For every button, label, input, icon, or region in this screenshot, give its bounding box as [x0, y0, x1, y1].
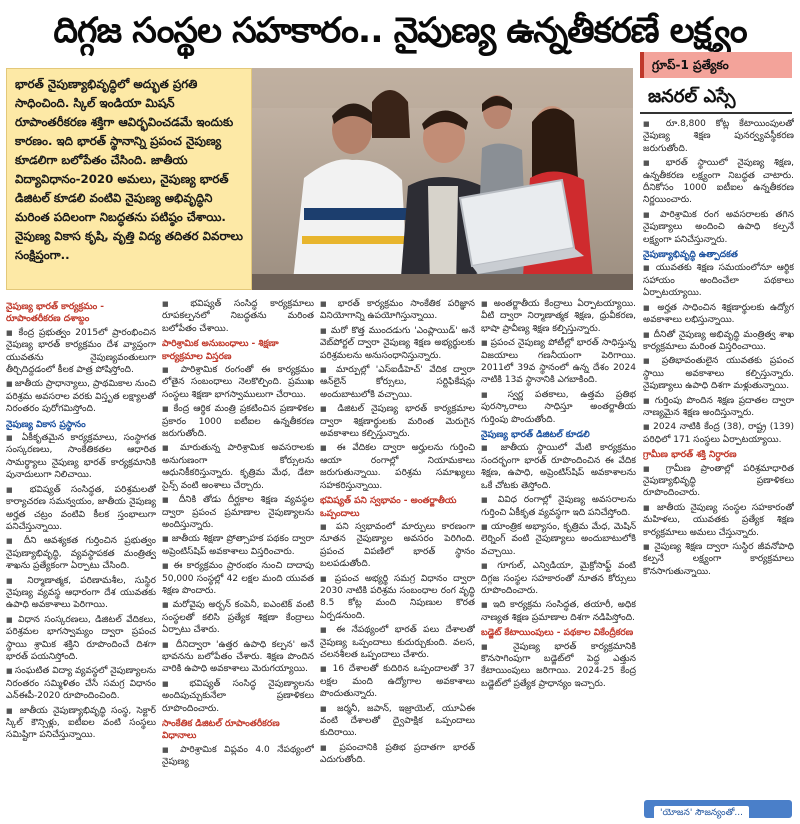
credit-tag [644, 800, 792, 818]
paragraph: ■ ప్రపంచ అభ్యర్థి సమగ్ర విధానం ద్వారా 2030 నాటికి పరిశ్రమ సంబంధాల రంగ వృద్ధి 8.5 కోట్ల మంది నిపుణుల కొరత ఏర్పడనుంది. [320, 573, 475, 623]
paragraph: ■ మారుతున్న పారిశ్రామిక అవసరాలకు అనుగుణంగా కోర్సులను ఆధునికీకరిస్తున్నారు. కృత్రిమ మేధ, డేటా సైన్స్ వంటి అంశాలు చేర్చారు. [162, 442, 314, 492]
section-label: జనరల్ ఎస్సే [640, 80, 792, 114]
paragraph: ■ దీని ఆవశ్యకత గుర్తించిన ప్రభుత్వం నైపుణ్యాభివృద్ధి, వ్యవస్థాపకత మంత్రిత్వ శాఖను ప్రత్యేకంగా ఏర్పాటు చేసింది. [6, 535, 156, 572]
headline: దిగ్గజ సంస్థల సహకారం.. నైపుణ్య ఉన్నతీకరణే లక్ష్యం [53, 11, 747, 51]
subheading: నైపుణ్య భారత్ డిజిటల్ కూడలి [481, 430, 590, 441]
paragraph: ■ వివిధ రంగాల్లో నైపుణ్య అవసరాలను గుర్తించి ఏకీకృత వ్యవస్థగా ఇది పనిచేస్తోంది. [481, 494, 636, 519]
paragraph: ■ రూ.8,800 కోట్ల కేటాయింపులతో నైపుణ్య శిక్షణ పునర్వ్యవస్థీకరణ జరుగుతోంది. [643, 118, 794, 155]
paragraph: ■ ఈ వేదికల ద్వారా అర్హులను గుర్తించి ఆయా రంగాల్లో నియామకాలు జరుగుతున్నాయి. పరిశ్రమ సమాఖ్యలు సహకరిస్తున్నాయి. [320, 442, 475, 492]
paragraph: ■ కేంద్ర ఆర్థిక మంత్రి ప్రకటించిన ప్రణాళికల ప్రకారం 1000 ఐటీఐల ఉన్నతీకరణ జరుగుతోంది. [162, 403, 314, 440]
paragraph: ■ పారిశ్రామిక రంగ అవసరాలకు తగిన నైపుణ్యాలు అందించి ఉపాధి కల్పనే లక్ష్యంగా పనిచేస్తున్నారు. [643, 209, 794, 246]
paragraph: ■ కేంద్ర ప్రభుత్వం 2015లో ప్రారంభించిన నైపుణ్య భారత్ కార్యక్రమం దేశ వ్యాప్తంగా యువతను నైపుణ్యవంతులుగా తీర్చిదిద్దడంలో కీలక పాత్ర పోషిస్తోంది. [6, 327, 156, 377]
subheading: గ్రామీణ భారత్ శక్తి నిర్ధారణ [643, 450, 737, 461]
paragraph: ■ ఇది కార్యక్రమ సంసిద్ధత, తయారీ, అధిక నాణ్యత శిక్షణ ప్రమాణాల దిశగా నడిపిస్తోంది. [481, 599, 636, 624]
paragraph: ■ జాతీయ నైపుణ్య సంస్థల సహకారంతో మహిళలు, యువతకు ప్రత్యేక శిక్షణ కార్యక్రమాలు అమలు చేస్తున్నారు. [643, 502, 794, 539]
subheading: సాంకేతిక డిజిటల్ రూపాంతరీకరణ విధానాలు [162, 719, 280, 742]
paragraph: ■ విధాన సంస్కరణలు, డిజిటల్ వేదికలు, పరిశ్రమల భాగస్వామ్యం ద్వారా ప్రపంచ స్థాయి శ్రామిక శక్తిని రూపొందించే దిశగా భారత్ పయనిస్తోంది. [6, 614, 156, 664]
paragraph: ■ ప్రపంచ నైపుణ్య పోటీల్లో భారత్ సాధిస్తున్న విజయాలు గణనీయంగా పెరిగాయి. 2011లో 39వ స్థానంలో ఉన్న దేశం 2024 నాటికి 13వ స్థానానికి ఎగబాకింది. [481, 337, 636, 387]
paragraph: ■ ఏకీకృతమైన కార్యక్రమాలు, సంస్థాగత సంస్కరణలు, సాంకేతికతల ఆధారిత సామర్థ్యాలు నైపుణ్య భారత్ కార్యక్రమానికి పునాదులుగా నిలిచాయి. [6, 432, 156, 482]
paragraph: ■ భవిష్యత్ సంసిద్ధ కార్యక్రమాలు రూపకల్పనలో నిబద్ధతను మరింత బలోపేతం చేశాయి. [162, 298, 314, 335]
paragraph: ■ మార్పుల్లో 'ఎస్ఐడీహెచ్' వేదిక ద్వారా ఆన్‌లైన్ కోర్సులు, సర్టిఫికేషన్లు అందుబాటులోకి వచ్చాయి. [320, 364, 475, 401]
paragraph: ■ నిర్మాణాత్మక, పరిణామశీల, సుస్థిర నైపుణ్య వ్యవస్థ ఆధారంగా దేశ యువతకు ఉపాధి అవకాశాలు పెరిగాయి. [6, 575, 156, 612]
students-laptop-photo [232, 68, 633, 290]
paragraph: ■ జాతీయ ప్రాధాన్యాలు, ప్రాథమికాల నుంచి పరిశ్రమ అవసరాల వరకు విస్తృత లక్ష్యాలతో నిరంతరం పురోగమిస్తోంది. [6, 378, 156, 415]
paragraph: ■ ఈ నేపథ్యంలో భారత్ పలు దేశాలతో నైపుణ్య ఒప్పందాలు కుదుర్చుకుంది. వలస, చలనశీలత ఒప్పందాలు చేశారు. [320, 624, 475, 661]
credit-text: 'యోజన' సౌజన్యంతో... [654, 806, 749, 820]
subheading: నైపుణ్యాభివృద్ధి ఉత్పాదకత [643, 250, 738, 261]
subheading: నైపుణ్య భారత్ కార్యక్రమం - రూపాంతరీకరణ దశాబ్దం [6, 302, 105, 325]
paragraph: ■ దీనిద్వారా 'ఉత్తర ఉపాధి కల్పన' అనే భావనను బలోపేతం చేశారు. శిక్షణ పొందిన వారికి ఉపాధి అవకాశాలు మెరుగయ్యాయి. [162, 639, 314, 676]
paragraph: ■ భారత్ కార్యక్రమం సాంకేతిక పరిజ్ఞాన వినియోగాన్ని ఉపయోగిస్తున్నాయి. [320, 298, 475, 323]
paragraph: ■ యాంత్రిక అభ్యాసం, కృత్రిమ మేధ, మెషిన్ లెర్నింగ్ వంటి నైపుణ్యాలు అందుబాటులోకి వచ్చాయి. [481, 521, 636, 558]
paragraph: ■ జాతీయ నైపుణ్యాభివృద్ధి సంస్థ, సెక్టార్ స్కిల్ కౌన్సిళ్లు, ఐటీఐల వంటి సంస్థలు సమిష్టిగా పనిచేస్తున్నాయి. [6, 705, 156, 742]
paragraph: ■ గుర్తింపు పొందిన శిక్షణ ప్రదాతల ద్వారా నాణ్యమైన శిక్షణ అందిస్తున్నారు. [643, 395, 794, 420]
paragraph: ■ అంతర్జాతీయ కేంద్రాలు ఏర్పాటయ్యాయి. వీటి ద్వారా నిర్మాణాత్మక శిక్షణ, ధ్రువీకరణ, భాషా ప్రావీణ్య శిక్షణ కల్పిస్తున్నారు. [481, 298, 636, 335]
subheading: బడ్జెట్ కేటాయింపులు - పథకాల వికేంద్రీకరణ [481, 628, 634, 639]
paragraph: ■ మరో కొత్త ముందడుగు 'ఎంప్లాయిడ్' అనే వెబ్‌పోర్టల్ ద్వారా నైపుణ్య శిక్షణ అభ్యర్థులకు పరిశ్రమలను అనుసంధానిస్తున్నారు. [320, 325, 475, 362]
paragraph: ■ డిజిటల్ నైపుణ్య భారత్ కార్యక్రమాల ద్వారా శిక్షణార్థులకు మరింత మెరుగైన అవకాశాలు కల్పిస్తున్నారు. [320, 403, 475, 440]
subheading: నైపుణ్య వికాస ప్రస్థానం [6, 419, 86, 430]
paragraph: ■ దీనితో నైపుణ్య అభివృద్ధి మంత్రిత్వ శాఖ కార్యక్రమాలు మరింత విస్తరించాయి. [643, 329, 794, 354]
paragraph: ■ గ్రామీణ ప్రాంతాల్లో పరిశ్రమాధారిత నైపుణ్యాభివృద్ధి ప్రణాళికలు రూపొందించారు. [643, 463, 794, 500]
paragraph: ■ ప్రతిభావంతులైన యువతకు ప్రపంచ స్థాయి అవకాశాలు కల్పిస్తున్నారు. నైపుణ్యాలు ఉపాధి దిశగా మళ్లుతున్నాయి. [643, 355, 794, 392]
paragraph: ■ భవిష్యత్ సంసిద్ధత, పరిశ్రమలతో కార్యాచరణ సమన్వయం, జాతీయ నైపుణ్య అర్హత చట్రం వంటివి కీలక స్తంభాలుగా పనిచేస్తున్నాయి. [6, 484, 156, 534]
column-3 [320, 298, 475, 824]
paragraph: ■ పని స్వభావంలో మార్పులు కారణంగా నూతన నైపుణ్యాల అవసరం పెరిగింది. ప్రపంచ విపణిలో భారత్ స్థానం బలపడుతోంది. [320, 521, 475, 571]
paragraph: ■ జాతీయ స్థాయిలో మేటి కార్యక్రమం సందర్భంగా భారత్ రూపొందించిన ఈ వేదిక శిక్షణ, ఉపాధి, అప్రెంటిస్‌షిప్ అవకాశాలను ఒకే చోటకు తెస్తోంది. [481, 442, 636, 492]
paragraph: ■ దీనికి తోడు దీర్ఘకాల శిక్షణ వ్యవస్థల ద్వారా ప్రపంచ ప్రమాణాల నైపుణ్యాలను అందిస్తున్నారు. [162, 494, 314, 531]
column-2 [162, 298, 314, 824]
subheading: పారిశ్రామిక అనుబంధాలు - శిక్షణా కార్యక్రమాల విస్తరణ [162, 339, 279, 362]
paragraph: ■ పారిశ్రామిక రంగంతో ఈ కార్యక్రమం లోతైన సంబంధాలు నెలకొల్పింది. ప్రముఖ సంస్థలు శిక్షణా భాగస్వాములుగా చేరాయి. [162, 364, 314, 401]
paragraph: ■ జర్మనీ, జపాన్, ఇజ్రాయెల్, యూఏఈ వంటి దేశాలతో ద్వైపాక్షిక ఒప్పందాలు కుదిరాయి. [320, 703, 475, 740]
paragraph: ■ భారత్ స్థాయిలో నైపుణ్య శిక్షణ, ఉన్నతీకరణ లక్ష్యంగా నిబద్ధత చాటారు. దీనికోసం 1000 ఐటీఐల ఉన్నతీకరణ నిర్ణయించారు. [643, 157, 794, 207]
column-4 [481, 298, 636, 824]
paragraph: ■ యువతకు శిక్షణ సమయంలోనూ ఆర్థిక సహాయం అందించేలా పథకాలు ఏర్పాటయ్యాయి. [643, 262, 794, 299]
paragraph: ■ ప్రపంచానికి ప్రతిభ ప్రదాతగా భారత్ ఎదుగుతోంది. [320, 742, 475, 767]
paragraph: ■ నైపుణ్య భారత్ కార్యక్రమానికి కొనసాగింపుగా బడ్జెట్‌లో పెద్ద ఎత్తున కేటాయింపులు జరిగాయి. 2024-25 కేంద్ర బడ్జెట్‌లో ప్రత్యేక ప్రాధాన్యం ఇచ్చారు. [481, 641, 636, 691]
paragraph: ■ అర్హత సాధించిన శిక్షణార్థులకు ఉద్యోగ అవకాశాలు లభిస్తున్నాయి. [643, 302, 794, 327]
paragraph: ■ 2024 నాటికి కేంద్ర (38), రాష్ట్ర (139) పరిధిలో 171 సంస్థలు ఏర్పాటయ్యాయి. [643, 421, 794, 446]
lead-box [6, 68, 252, 290]
subheading: భవిష్యత్ పని స్వభావం - అంతర్జాతీయ ఒప్పందాలు [320, 496, 457, 519]
paragraph: ■ మరోవైపు అర్బన్ కంపెనీ, ఐఎంటెక్ వంటి సంస్థలతో కలిసి ప్రత్యేక శిక్షణా కేంద్రాలు ఏర్పాటు చేశారు. [162, 599, 314, 636]
paragraph: ■ ఈ కార్యక్రమం ప్రారంభం నుంచి దాదాపు 50,000 సంస్థల్లో 42 లక్షల మంది యువత శిక్షణ పొందారు. [162, 560, 314, 597]
paragraph: ■ 16 దేశాలతో కుదిరిన ఒప్పందాలతో 37 లక్షల మంది ఉద్యోగాల అవకాశాలు పొందుతున్నారు. [320, 663, 475, 700]
column-1 [6, 298, 156, 824]
lead-text: భారత్ నైపుణ్యాభివృద్ధిలో అద్భుత ప్రగతి సాధించింది. స్కిల్ ఇండియా మిషన్ రూపాంతరీకరణ శక్తిగా ఆవిర్భవించడమే ఇందుకు కారణం. ఇది భారత్ స్థానాన్ని ప్రపంచ నైపుణ్య కూడలిగా బలోపేతం చేసింది. జాతీయ విద్యావిధానం-2020 అమలు, నైపుణ్య భారత్ డిజిటల్ కూడలి వంటివి నైపుణ్య అభివృద్ధిని మరింత పదిలంగా నిబద్ధతను పటిష్ఠం చేశాయి. నైపుణ్య వికాస కృషి, వృత్తి విద్య తదితర వివరాలు సంక్షిప్తంగా.. [15, 77, 243, 262]
paragraph: ■ గూగుల్, ఎన్విడియా, మైక్రోసాఫ్ట్ వంటి దిగ్గజ సంస్థల సహకారంతో నూతన కోర్సులు రూపొందించారు. [481, 560, 636, 597]
paragraph: ■ నైపుణ్య శిక్షణ ద్వారా సుస్థిర జీవనోపాధి కల్పనే లక్ష్యంగా కార్యక్రమాలు కొనసాగుతున్నాయి. [643, 541, 794, 578]
paragraph: ■ పారిశ్రామిక విప్లవం 4.0 నేపథ్యంలో నైపుణ్య [162, 744, 314, 769]
series-tag: గ్రూప్-1 ప్రత్యేకం [640, 52, 792, 78]
paragraph: ■ భవిష్యత్ సంసిద్ధ నైపుణ్యాలను అందిపుచ్చుకునేలా ప్రణాళికలు రూపొందించారు. [162, 678, 314, 715]
paragraph: ■ జాతీయ శిక్షణా ప్రోత్సాహక పథకం ద్వారా అప్రెంటిస్‌షిప్ అవకాశాలు విస్తరించారు. [162, 533, 314, 558]
column-5 [643, 118, 794, 796]
paragraph: ■ సంఘటిత విద్యా వ్యవస్థలో నైపుణ్యాలను నిరంతరం సమ్మిళితం చేసే సమగ్ర విధానం ఎన్ఈపీ-2020 రూపొందించింది. [6, 665, 156, 702]
paragraph: ■ స్వర్ణ పతకాలు, ఉత్తమ ప్రతిభ పురస్కారాలు సాధిస్తూ అంతర్జాతీయ గుర్తింపు పొందుతోంది. [481, 389, 636, 426]
